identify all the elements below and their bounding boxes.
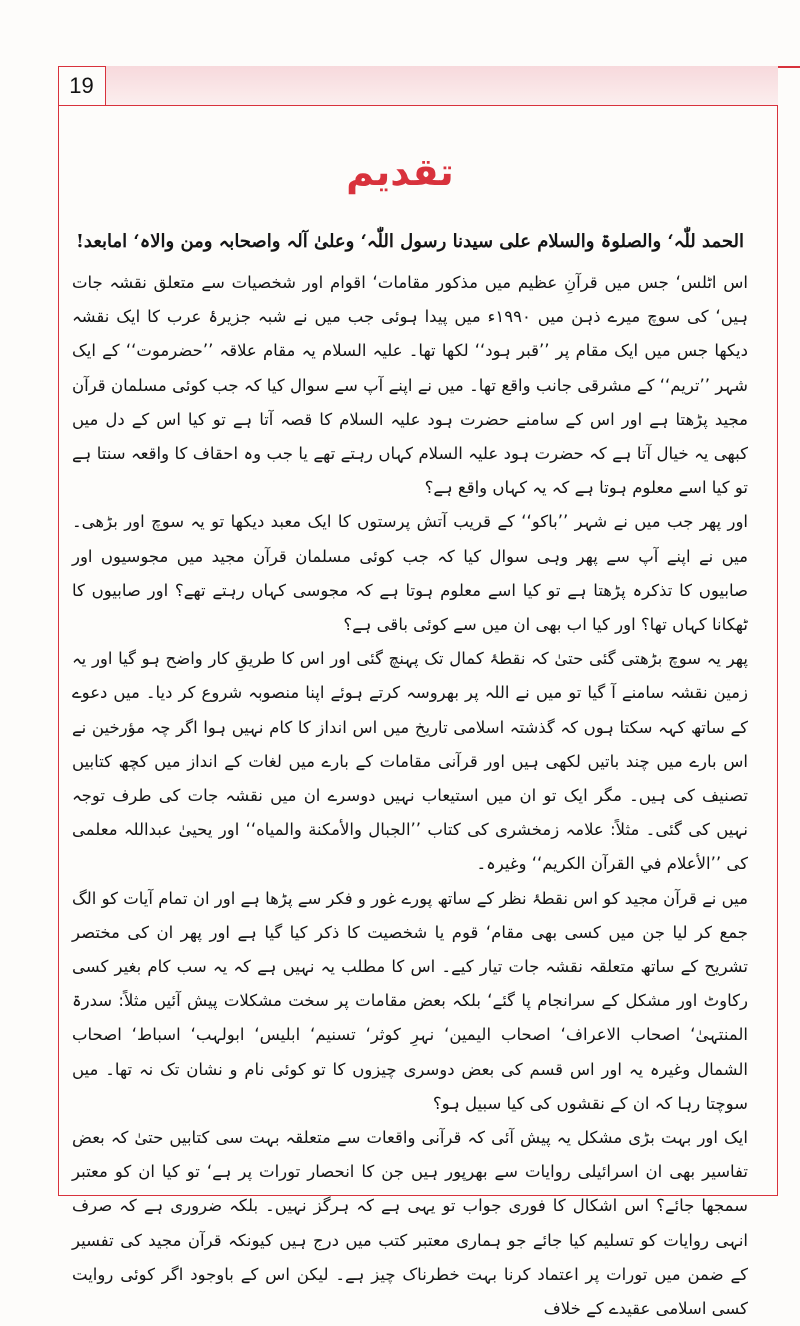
page-title: تقدیم <box>346 150 454 194</box>
paragraph-1: اس اٹلس‘ جس میں قرآنِ عظیم میں مذکور مقامات‘ اقوام اور شخصیات سے متعلق نقشہ جات ہیں‘ کی سوچ میرے ذہن میں ۱۹۹۰ء میں پیدا ہوئی جب میں نے شبہ جزیرۂ عرب کا ایک نقشہ دیکھا جس میں ایک مقام پر ’’قبر ہود‘‘ لکھا تھا۔ علیہ السلام یہ مقام علاقہ ’’حضرموت‘‘ کے ایک شہر ’’تریم‘‘ کے مشرقی جانب واقع تھا۔ میں نے اپنے آپ سے سوال کیا کہ جب کوئی مسلمان قرآن مجید پڑھتا ہے اور اس کے سامنے حضرت ہود علیہ السلام کا قصہ آتا ہے تو کیا اس کے دل میں کبھی یہ خیال آتا ہے کہ حضرت ہود علیہ السلام کہاں رہتے تھے یا جب وہ احقاف کا واقعہ سنتا ہے تو کیا اسے معلوم ہوتا ہے کہ یہ کہاں واقع ہے؟ <box>72 273 748 498</box>
body-text <box>72 222 748 1326</box>
paragraph-5: ایک اور بہت بڑی مشکل یہ پیش آئی کہ قرآنی واقعات سے متعلقہ بہت سی کتابیں حتیٰ کہ بعض تفاسیر بھی ان اسرائیلی روایات سے بھرپور ہیں جن کا انحصار تورات پر ہے‘ تو کیا ان کو معتبر سمجھا جائے؟ اس اشکال کا فوری جواب تو یہی ہے کہ ہرگز نہیں۔ بلکہ ضروری ہے کہ صرف انہی روایات کو تسلیم کیا جائے جو ہماری معتبر کتب میں درج ہیں کیونکہ قرآن مجید کی تفسیر کے ضمن میں تورات پر اعتماد کرنا بہت خطرناک چیز ہے۔ لیکن اس کے باوجود اگر کوئی روایت کسی اسلامی عقیدے کے خلاف <box>72 1128 748 1319</box>
paragraph-2: اور پھر جب میں نے شہر ’’باکو‘‘ کے قریب آتش پرستوں کا ایک معبد دیکھا تو یہ سوچ اور بڑھی۔ میں نے اپنے آپ سے پھر وہی سوال کیا کہ جب کوئی مسلمان قرآن مجید میں مجوسیوں اور صابیوں کا تذکرہ پڑھتا ہے تو کیا اسے معلوم ہوتا ہے کہ مجوسی کہاں رہتے تھے؟ اور صابیوں کا ٹھکانا کہاں تھا؟ اور کیا اب بھی ان میں سے کوئی باقی ہے؟ <box>72 512 748 635</box>
frame-corner-line <box>778 66 800 68</box>
opening-doxology: الحمد للّٰہ‘ والصلوۃ والسلام علی سیدنا رسول اللّٰہ‘ وعلیٰ آلہ واصحابہ ومن والاہ‘ امابعد! <box>75 231 744 252</box>
page-number: 19 <box>69 72 94 98</box>
header-bar <box>106 66 778 106</box>
page-number-box <box>58 66 106 106</box>
paragraph-4: میں نے قرآن مجید کو اس نقطۂ نظر کے ساتھ پورے غور و فکر سے پڑھا ہے اور ان تمام آیات کو الگ جمع کر لیا جن میں کسی بھی مقام‘ قوم یا شخصیت کا ذکر کیا گیا ہے اور پھر ان کی مختصر تشریح کے ساتھ متعلقہ نقشہ جات تیار کیے۔ اس کا مطلب یہ نہیں ہے کہ یہ سب کام بغیر کسی رکاوٹ اور مشکل کے سرانجام پا گئے‘ بلکہ بعض مقامات پر سخت مشکلات پیش آئیں مثلاً: سدرۃ المنتہیٰ‘ اصحاب الاعراف‘ اصحاب الیمین‘ نہرِ کوثر‘ تسنیم‘ ابلیس‘ ابولہب‘ اسباط‘ اصحاب الشمال وغیرہ یہ اور اس قسم کی بعض دوسری چیزوں کا تو کوئی نام و نشان تک نہ تھا۔ میں سوچتا رہا کہ ان کے نقشوں کی کیا سبیل ہو؟ <box>71 888 748 1113</box>
paragraph-3: پھر یہ سوچ بڑھتی گئی حتیٰ کہ نقطۂ کمال تک پہنچ گئی اور اس کا طریقِ کار واضح ہو گیا اور یہ زمین نقشہ سامنے آ گیا تو میں نے اللہ پر بھروسہ کرتے ہوئے اپنا منصوبہ شروع کر دیا۔ میں دعوے کے ساتھ کہہ سکتا ہوں کہ گذشتہ اسلامی تاریخ میں اس انداز کا کام نہیں ہوا اگر چہ مؤرخین نے اس بارے میں چند باتیں لکھی ہیں اور قرآنی مقامات کے بارے میں لغات کے انداز میں کچھ کتابیں تصنیف کی ہیں۔ مگر ایک تو ان میں استیعاب نہیں دوسرے ان میں نقشہ جات کی طرف توجہ نہیں کی گئی۔ مثلاً: علامہ زمخشری کی کتاب ’’الجبال والأمكنة والمياه‘‘ اور یحییٰ عبداللہ معلمی کی ’’الأعلام في القرآن الكريم‘‘ وغیرہ۔ <box>72 649 748 874</box>
